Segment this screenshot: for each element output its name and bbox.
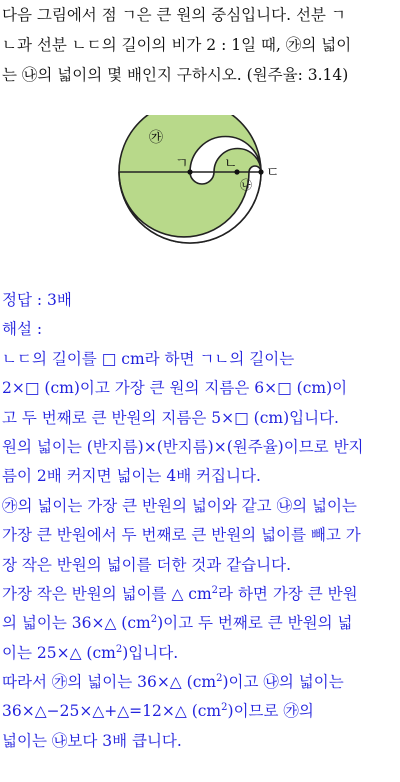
answer-line: 장 작은 반원의 넓이를 더한 것과 같습니다. xyxy=(2,555,292,574)
point-g-label: ㄱ xyxy=(175,156,189,172)
answer-line: 고 두 번째로 큰 반원의 지름은 5×□ (cm)입니다. xyxy=(2,408,339,427)
answer-line: ㄴㄷ의 길이를 □ cm라 하면 ㄱㄴ의 길이는 xyxy=(2,349,295,368)
answer-line xyxy=(2,609,400,638)
text: 라 하면 가장 큰 반원 xyxy=(218,584,358,603)
answer-line: 넓이는 ㉯보다 3배 큽니다. xyxy=(2,731,182,750)
text: 가장 작은 반원의 넓이를 △ cm xyxy=(2,584,212,603)
text: )이므로 ㉮의 xyxy=(227,702,314,721)
answer-line xyxy=(2,668,400,697)
answer-line xyxy=(2,697,400,726)
answer-line: ㉮의 넓이는 가장 큰 반원의 넓이와 같고 ㉯의 넓이는 xyxy=(2,496,357,515)
text: 이는 25×△ (cm xyxy=(2,643,116,662)
text: 의 넓이는 36×△ (cm xyxy=(2,614,151,633)
superscript: 2 xyxy=(221,702,228,714)
text: )이고 두 번째로 큰 반원의 넓 xyxy=(157,614,353,633)
region-a-label: ㉮ xyxy=(149,130,163,146)
text: 36×△−25×△+△=12×△ (cm xyxy=(2,702,222,721)
superscript: 2 xyxy=(211,584,219,596)
answer-line: 2×□ (cm)이고 가장 큰 원의 지름은 6×□ (cm)이 xyxy=(2,379,348,398)
region-b-label: ㉯ xyxy=(240,178,253,192)
answer-line: 정답 : 3배 xyxy=(2,291,72,309)
problem-statement xyxy=(2,0,398,90)
problem-line: ㄴ과 선분 ㄴㄷ의 길이의 비가 2 : 1일 때, ㉮의 넓이 xyxy=(2,36,352,54)
answer-line xyxy=(2,639,400,668)
superscript: 2 xyxy=(216,673,223,685)
superscript: 2 xyxy=(150,614,158,626)
answer-section xyxy=(2,286,400,756)
answer-line xyxy=(2,580,400,609)
answer-line: 원의 넓이는 (반지름)×(반지름)×(원주율)이므로 반지 xyxy=(2,437,364,456)
answer-line: 름이 2배 커지면 넓이는 4배 커집니다. xyxy=(2,467,261,486)
yin-yang-figure xyxy=(116,115,286,277)
problem-line: 다음 그림에서 점 ㄱ은 큰 원의 중심입니다. 선분 ㄱ xyxy=(2,6,346,24)
point-d-label: ㄷ xyxy=(266,165,280,181)
superscript: 2 xyxy=(115,643,123,655)
text: 따라서 ㉮의 넓이는 36×△ (cm xyxy=(2,673,217,692)
explanation-heading: 해설 : xyxy=(2,320,43,339)
problem-line: 는 ㉯의 넓이의 몇 배인지 구하시오. (원주율: 3.14) xyxy=(2,66,349,84)
text: )입니다. xyxy=(122,643,179,662)
point-d-dot xyxy=(258,169,263,174)
answer-line: 가장 큰 반원에서 두 번째로 큰 반원의 넓이를 빼고 가 xyxy=(2,526,361,545)
point-n-label: ㄴ xyxy=(224,156,238,172)
text: )이고 ㉯의 넓이는 xyxy=(222,673,344,692)
